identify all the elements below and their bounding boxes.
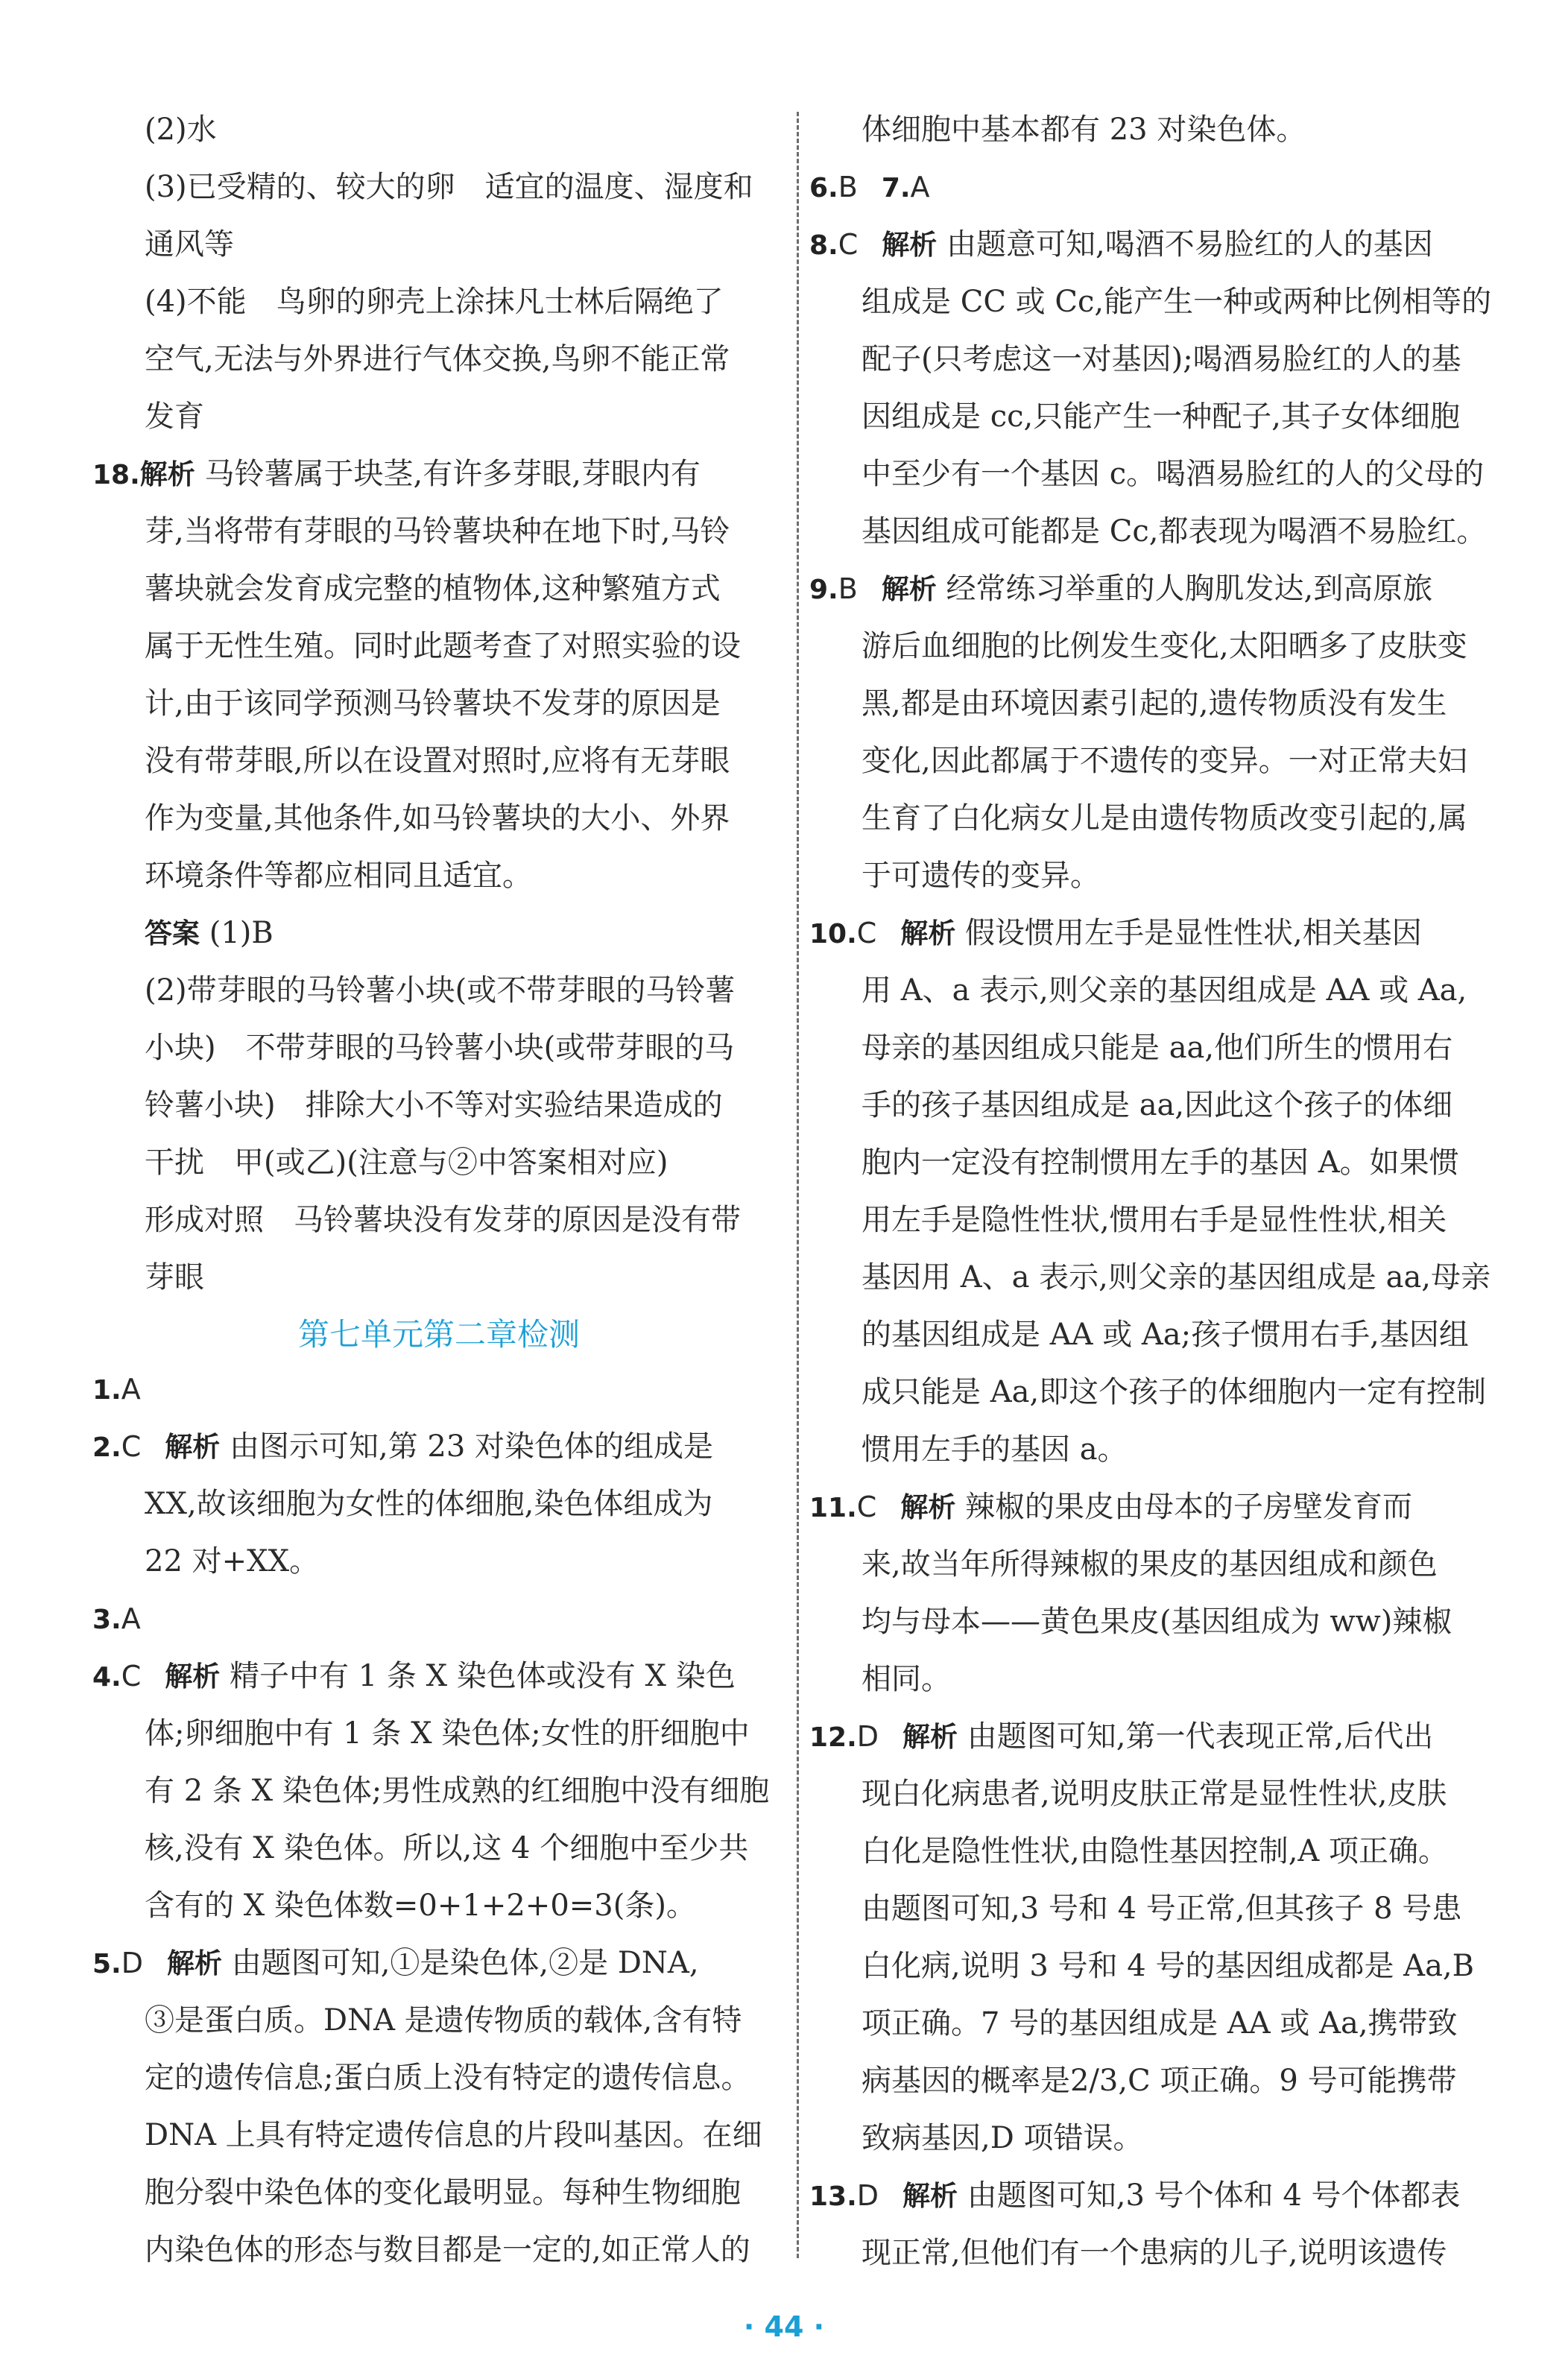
question-8: 8.C 解析 由题意可知,喝酒不易脸红的人的基因 xyxy=(809,227,1433,262)
text-line: 空气,无法与外界进行气体交换,鸟卵不能正常 xyxy=(145,342,730,376)
question-2: 2.C 解析 由图示可知,第 23 对染色体的组成是 xyxy=(92,1429,714,1464)
text-line: 均与母本——黄色果皮(基因组成为 ww)辣椒 xyxy=(862,1605,1452,1639)
page-number: · 44 · xyxy=(743,2310,825,2343)
text-line: 来,故当年所得辣椒的果皮的基因组成和颜色 xyxy=(862,1547,1438,1581)
text-line: 体;卵细胞中有 1 条 X 染色体;女性的肝细胞中 xyxy=(145,1716,750,1751)
text-line: 发育 xyxy=(145,399,204,434)
question-number: 18. xyxy=(92,460,140,490)
text-line: 项正确。7 号的基因组成是 AA 或 Aa,携带致 xyxy=(862,2006,1458,2041)
text-line: 形成对照 马铃薯块没有发芽的原因是没有带 xyxy=(145,1203,741,1237)
question-1: 1.A xyxy=(92,1373,141,1406)
question-12: 12.D 解析 由题图可知,第一代表现正常,后代出 xyxy=(809,1719,1434,1754)
text-line: 核,没有 X 染色体。所以,这 4 个细胞中至少共 xyxy=(145,1831,749,1865)
question-5: 5.D 解析 由题图可知,①是染色体,②是 DNA, xyxy=(92,1946,699,1980)
analysis-label: 解析 xyxy=(165,1660,221,1693)
text-line: 基因组成可能都是 Cc,都表现为喝酒不易脸红。 xyxy=(862,514,1487,549)
text-line: 作为变量,其他条件,如马铃薯块的大小、外界 xyxy=(145,801,730,835)
text-line: DNA 上具有特定遗传信息的片段叫基因。在细 xyxy=(145,2118,762,2152)
text-line: 环境条件等都应相同且适宜。 xyxy=(145,859,532,893)
analysis-label: 解析 xyxy=(900,917,956,949)
text-line: 黑,都是由环境因素引起的,遗传物质没有发生 xyxy=(862,686,1447,721)
text-line: (3)已受精的、较大的卵 适宜的温度、湿度和 xyxy=(145,170,753,204)
question-3: 3.A xyxy=(92,1602,141,1635)
text-line: 含有的 X 染色体数=0+1+2+0=3(条)。 xyxy=(145,1889,696,1923)
text-line: 芽眼 xyxy=(145,1260,204,1295)
text-line: 基因用 A、a 表示,则父亲的基因组成是 aa,母亲 xyxy=(862,1260,1491,1295)
question-13: 13.D 解析 由题图可知,3 号个体和 4 号个体都表 xyxy=(809,2178,1461,2213)
text-line: 通风等 xyxy=(145,227,234,262)
text-line: 成只能是 Aa,即这个孩子的体细胞内一定有控制 xyxy=(862,1375,1487,1409)
text-line: 用左手是隐性性状,惯用右手是显性性状,相关 xyxy=(862,1203,1447,1237)
text-line: 手的孩子基因组成是 aa,因此这个孩子的体细 xyxy=(862,1088,1453,1122)
text-line: 生育了白化病女儿是由遗传物质改变引起的,属 xyxy=(862,801,1467,835)
text-line: (4)不能 鸟卵的卵壳上涂抹凡士林后隔绝了 xyxy=(145,285,724,319)
text-line: ③是蛋白质。DNA 是遗传物质的载体,含有特 xyxy=(145,2003,742,2038)
text-line: 由题图可知,3 号和 4 号正常,但其孩子 8 号患 xyxy=(862,1891,1462,1926)
text-line: 干扰 甲(或乙)(注意与②中答案相对应) xyxy=(145,1145,668,1180)
text-line: 致病基因,D 项错误。 xyxy=(862,2121,1143,2155)
question-9: 9.B 解析 经常练习举重的人胸肌发达,到高原旅 xyxy=(809,572,1433,606)
text-line: 用 A、a 表示,则父亲的基因组成是 AA 或 Aa, xyxy=(862,973,1467,1008)
text-line: XX,故该细胞为女性的体细胞,染色体组成为 xyxy=(145,1487,713,1521)
analysis-label: 解析 xyxy=(881,573,937,605)
text-line: 游后血细胞的比例发生变化,太阳晒多了皮肤变 xyxy=(862,629,1467,663)
text-line: 计,由于该同学预测马铃薯块不发芽的原因是 xyxy=(145,686,721,721)
text-line: (2)带芽眼的马铃薯小块(或不带芽眼的马铃薯 xyxy=(145,973,736,1008)
text-line: 因组成是 cc,只能产生一种配子,其子女体细胞 xyxy=(862,399,1460,434)
text-line: 现正常,但他们有一个患病的儿子,说明该遗传 xyxy=(862,2236,1447,2270)
column-divider xyxy=(797,112,799,2258)
text-line: 白化病,说明 3 号和 4 号的基因组成都是 Aa,B xyxy=(862,1949,1475,1983)
analysis-label: 解析 xyxy=(882,229,938,261)
analysis-label: 解析 xyxy=(165,1431,221,1463)
text-line: 芽,当将带有芽眼的马铃薯块种在地下时,马铃 xyxy=(145,514,730,549)
text-line: 白化是隐性性状,由隐性基因控制,A 项正确。 xyxy=(862,1834,1449,1868)
text-line: 的基因组成是 AA 或 Aa;孩子惯用右手,基因组 xyxy=(862,1318,1469,1352)
text-line: 惯用左手的基因 a。 xyxy=(862,1432,1128,1467)
text-line: (2)水 xyxy=(145,113,217,147)
question-11: 11.C 解析 辣椒的果皮由母本的子房壁发育而 xyxy=(809,1490,1413,1524)
text-line: 有 2 条 X 染色体;男性成熟的红细胞中没有细胞 xyxy=(145,1774,770,1808)
text-line: 体细胞中基本都有 23 对染色体。 xyxy=(862,113,1306,147)
text-line: 现白化病患者,说明皮肤正常是显性性状,皮肤 xyxy=(862,1777,1447,1811)
text-line: 于可遗传的变异。 xyxy=(862,859,1100,893)
text-line: 配子(只考虑这一对基因);喝酒易脸红的人的基 xyxy=(862,342,1461,376)
section-heading: 第七单元第二章检测 xyxy=(297,1316,580,1353)
analysis-label: 解析 xyxy=(139,458,195,490)
analysis-label: 解析 xyxy=(167,1947,222,1979)
text-line: 母亲的基因组成只能是 aa,他们所生的惯用右 xyxy=(862,1031,1453,1065)
text-line: 中至少有一个基因 c。喝酒易脸红的人的父母的 xyxy=(862,457,1485,491)
text-line: 铃薯小块) 排除大小不等对实验结果造成的 xyxy=(145,1088,723,1122)
text-line: 小块) 不带芽眼的马铃薯小块(或带芽眼的马 xyxy=(145,1031,735,1065)
question-18: 18.解析 马铃薯属于块茎,有许多芽眼,芽眼内有 xyxy=(92,457,701,491)
text-line: 属于无性生殖。同时此题考查了对照实验的设 xyxy=(145,629,741,663)
text-line: 胞内一定没有控制惯用左手的基因 A。如果惯 xyxy=(862,1145,1459,1180)
question-10: 10.C 解析 假设惯用左手是显性性状,相关基因 xyxy=(809,916,1422,950)
analysis-label: 解析 xyxy=(902,2180,958,2212)
text-line: 胞分裂中染色体的变化最明显。每种生物细胞 xyxy=(145,2175,741,2210)
text-line: 薯块就会发育成完整的植物体,这种繁殖方式 xyxy=(145,572,721,606)
analysis-label: 解析 xyxy=(902,1721,958,1753)
text-line: 22 对+XX。 xyxy=(145,1544,320,1578)
answer-label: 答案 xyxy=(145,917,200,949)
text-line: 没有带芽眼,所以在设置对照时,应将有无芽眼 xyxy=(145,744,730,778)
text-line: 定的遗传信息;蛋白质上没有特定的遗传信息。 xyxy=(145,2061,751,2095)
analysis-label: 解析 xyxy=(900,1491,956,1523)
text-line: 变化,因此都属于不遗传的变异。一对正常夫妇 xyxy=(862,744,1467,778)
text-line: 内染色体的形态与数目都是一定的,如正常人的 xyxy=(145,2233,750,2267)
question-6-7: 6.B 7.A xyxy=(809,171,930,203)
text-line: 病基因的概率是2/3,C 项正确。9 号可能携带 xyxy=(862,2064,1457,2098)
text-line: 组成是 CC 或 Cc,能产生一种或两种比例相等的 xyxy=(862,285,1492,319)
text-line: 相同。 xyxy=(862,1662,951,1696)
question-4: 4.C 解析 精子中有 1 条 X 染色体或没有 X 染色 xyxy=(92,1659,736,1693)
answer-line: 答案 (1)B xyxy=(145,916,274,950)
